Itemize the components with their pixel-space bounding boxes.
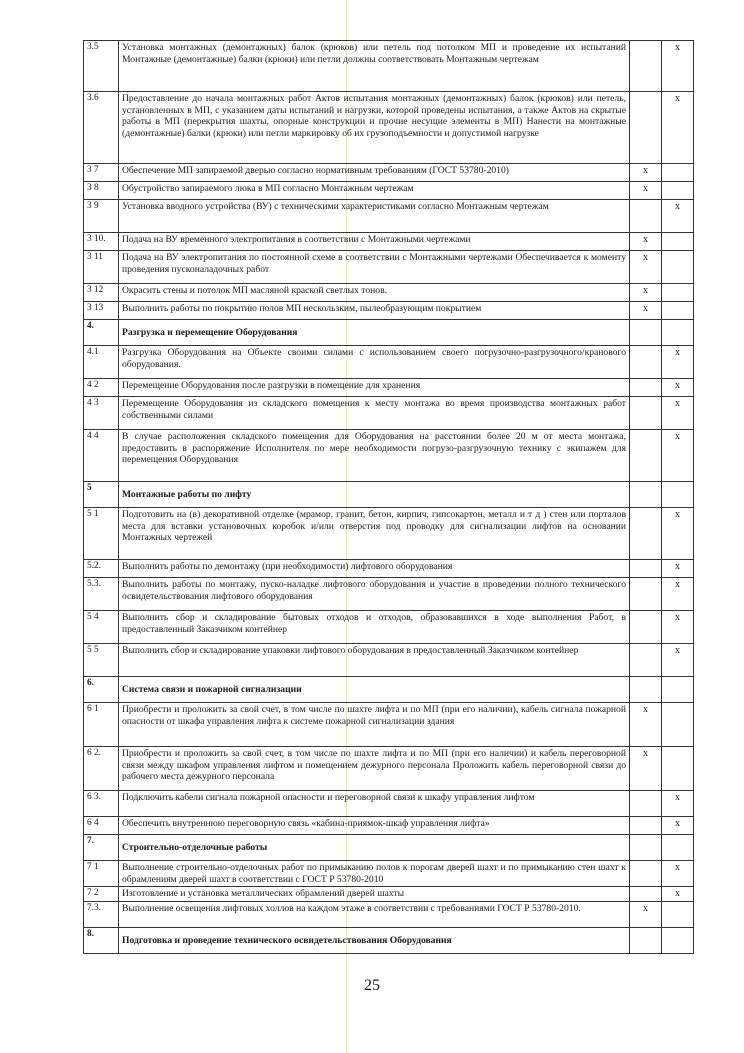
row-number: 7 2 (84, 887, 119, 902)
section-row (84, 677, 694, 703)
table-row (84, 92, 694, 164)
mark-column-1 (630, 928, 662, 954)
row-description: Выполнить сбор и складирование бытовых отходов и отходов, образовавшихся в ходе выполнения Работ, в предоставленный Заказчиком контейнер (119, 611, 630, 644)
mark-column-2 (662, 302, 694, 320)
section-row (84, 482, 694, 508)
row-number: 6 1 (84, 703, 119, 747)
row-number: 3 13 (84, 302, 119, 320)
row-description: Выполнить работы по монтажу, пуско-наладке лифтового оборудования и участие в проведении полного технического освидетельствования лифтового оборудования (119, 578, 630, 611)
mark-column-2: x (662, 791, 694, 817)
row-number: 4 4 (84, 430, 119, 482)
mark-column-2 (662, 677, 694, 703)
table-row (84, 251, 694, 284)
row-number: 5 1 (84, 508, 119, 560)
row-description: Подготовить на (в) декоративной отделке (мрамор, гранит, бетон, кирпич, гипсокартон, металл и т д ) стен или порталов места для вставки установочных коробок и/или отверстия под проводку для сигнализации лифтов на основании Монтажных чертежей (119, 508, 630, 560)
mark-column-1 (630, 644, 662, 677)
mark-column-2: x (662, 379, 694, 397)
table-row (84, 703, 694, 747)
mark-column-1: x (630, 164, 662, 182)
mark-column-2 (662, 482, 694, 508)
mark-column-2 (662, 164, 694, 182)
row-description: Разгрузка Оборудования на Объекте своими силами с использованием своего погрузочно-разгрузочного/кранового оборудования. (119, 346, 630, 379)
row-description: Обеспечение МП запираемой дверью согласно нормативным требованиям (ГОСТ 53780-2010) (119, 164, 630, 182)
row-number: 3 9 (84, 200, 119, 233)
row-number: 7. (84, 835, 119, 861)
mark-column-1: x (630, 233, 662, 251)
row-number: 6 3. (84, 791, 119, 817)
mark-column-1 (630, 611, 662, 644)
mark-column-1 (630, 482, 662, 508)
mark-column-2 (662, 251, 694, 284)
row-number: 8. (84, 928, 119, 954)
row-description: Перемещение Оборудования из складского помещения к месту монтажа во время производства монтажных работ собственными силами (119, 397, 630, 430)
row-number: 6 4 (84, 817, 119, 835)
row-number: 5 5 (84, 644, 119, 677)
row-description: Подача на ВУ временного электропитания в соответствии с Монтажными чертежами (119, 233, 630, 251)
table-row (84, 887, 694, 902)
mark-column-2: x (662, 200, 694, 233)
row-description: Выполнение освещения лифтовых холлов на каждом этаже в соответствии с требованиями ГОСТ Р 53780-2010. (119, 902, 630, 928)
section-row (84, 835, 694, 861)
table-row (84, 644, 694, 677)
mark-column-1 (630, 430, 662, 482)
mark-column-1 (630, 320, 662, 346)
table-row (84, 747, 694, 791)
row-number: 4 2 (84, 379, 119, 397)
table-row (84, 41, 694, 92)
mark-column-1 (630, 791, 662, 817)
mark-column-1 (630, 835, 662, 861)
mark-column-2: x (662, 430, 694, 482)
row-number: 5 (84, 482, 119, 508)
section-title: Строительно-отделочные работы (119, 835, 630, 861)
mark-column-2 (662, 902, 694, 928)
mark-column-1 (630, 397, 662, 430)
mark-column-2 (662, 703, 694, 747)
mark-column-1 (630, 508, 662, 560)
row-description: Окрасить стены и потолок МП масляной краской светлых тонов. (119, 284, 630, 302)
mark-column-2: x (662, 611, 694, 644)
mark-column-2 (662, 284, 694, 302)
mark-column-1 (630, 41, 662, 92)
section-title: Монтажные работы по лифту (119, 482, 630, 508)
requirements-table (83, 40, 694, 954)
table-row (84, 182, 694, 200)
row-number: 5 4 (84, 611, 119, 644)
row-number: 6 2. (84, 747, 119, 791)
table-row (84, 164, 694, 182)
table-row (84, 379, 694, 397)
row-description: Приобрести и проложить за свой счет, в том числе по шахте лифта и по МП (при его наличии) и кабель переговорной связи между шкафом управления лифтом и помещением дежурного персонала Проложить кабель переговорной связи до рабочего места дежурного персонала (119, 747, 630, 791)
mark-column-1 (630, 578, 662, 611)
table-row (84, 560, 694, 578)
mark-column-1: x (630, 182, 662, 200)
table-row (84, 611, 694, 644)
mark-column-1 (630, 861, 662, 887)
section-title: Подготовка и проведение технического освидетельствования Оборудования (119, 928, 630, 954)
mark-column-2: x (662, 508, 694, 560)
row-description: Выполнить сбор и складирование упаковки лифтового оборудования в предоставленный Заказчиком контейнер (119, 644, 630, 677)
row-description: Изготовление и установка металлических обрамлений дверей шахты (119, 887, 630, 902)
table-row (84, 284, 694, 302)
mark-column-2: x (662, 560, 694, 578)
mark-column-2: x (662, 41, 694, 92)
row-number: 3.5 (84, 41, 119, 92)
table-row (84, 346, 694, 379)
mark-column-1: x (630, 902, 662, 928)
table-row (84, 508, 694, 560)
table-row (84, 817, 694, 835)
row-description: Подача на ВУ электропитания по постоянной схеме в соответствии с Монтажными чертежами Обеспечивается к моменту проведения пусконаладочных работ (119, 251, 630, 284)
row-number: 4.1 (84, 346, 119, 379)
mark-column-2: x (662, 397, 694, 430)
mark-column-1 (630, 200, 662, 233)
section-title: Разгрузка и перемещение Оборудования (119, 320, 630, 346)
mark-column-1: x (630, 703, 662, 747)
row-description: Выполнение строительно-отделочных работ по примыканию полов к порогам дверей шахт и по примыканию стен шахт к обрамлениям дверей шахт в соответствии с ГОСТ Р 53780-2010 (119, 861, 630, 887)
row-description: Приобрести и проложить за свой счет, в том числе по шахте лифта и по МП (при его наличии), кабель сигнала пожарной опасности от шкафа управления лифта к системе пожарной сигнализации здания (119, 703, 630, 747)
requirements-table-body (84, 41, 694, 954)
mark-column-2: x (662, 644, 694, 677)
mark-column-2: x (662, 578, 694, 611)
mark-column-1 (630, 677, 662, 703)
mark-column-1: x (630, 251, 662, 284)
mark-column-2 (662, 928, 694, 954)
mark-column-2: x (662, 346, 694, 379)
mark-column-1: x (630, 284, 662, 302)
page-number: 25 (364, 977, 380, 994)
row-description: Выполнить работы по покрытию полов МП нескользким, пылеобразующим покрытием (119, 302, 630, 320)
row-number: 3.6 (84, 92, 119, 164)
table-row (84, 902, 694, 928)
section-title: Система связи и пожарной сигнализации (119, 677, 630, 703)
table-row (84, 233, 694, 251)
row-number: 3 12 (84, 284, 119, 302)
mark-column-2 (662, 233, 694, 251)
mark-column-2: x (662, 887, 694, 902)
row-number: 4 3 (84, 397, 119, 430)
row-description: Установка вводного устройства (ВУ) с техническими характеристиками согласно Монтажным чертежам (119, 200, 630, 233)
mark-column-1 (630, 817, 662, 835)
row-description: Предоставление до начала монтажных работ Актов испытания монтажных (демонтажных) балок (крюков) или петель, установленных в МП, с указанием даты испытаний и нагрузки, которой проведены испытания, а также Актов на скрытые работы в МП (перекрытия шахты, опорные конструкции и прочие несущие элементы в МП) Нанести на монтажные (демонтажные) балки (крюки) или петли маркировку об их грузоподъемности и допустимой нагрузке (119, 92, 630, 164)
mark-column-1 (630, 346, 662, 379)
mark-column-2 (662, 182, 694, 200)
mark-column-2 (662, 747, 694, 791)
mark-column-2 (662, 320, 694, 346)
table-row (84, 397, 694, 430)
table-row (84, 791, 694, 817)
mark-column-1 (630, 560, 662, 578)
row-number: 3 8 (84, 182, 119, 200)
row-description: Выполнить работы по демонтажу (при необходимости) лифтового оборудования (119, 560, 630, 578)
row-number: 3 7 (84, 164, 119, 182)
row-number: 5.3. (84, 578, 119, 611)
row-description: Подключить кабели сигнала пожарной опасности и переговорной связи к шкафу управления лифтом (119, 791, 630, 817)
row-number: 6. (84, 677, 119, 703)
mark-column-1: x (630, 747, 662, 791)
row-number: 4. (84, 320, 119, 346)
table-row (84, 430, 694, 482)
row-number: 5.2. (84, 560, 119, 578)
mark-column-2: x (662, 92, 694, 164)
mark-column-2: x (662, 817, 694, 835)
section-row (84, 928, 694, 954)
row-description: Установка монтажных (демонтажных) балок (крюков) или петель под потолком МП и проведение их испытаний Монтажные (демонтажные) балки (крюки) или петли должны соответствовать Монтажным чертежам (119, 41, 630, 92)
row-description: Обеспечить внутреннюю переговорную связь «кабина-приямок-шкаф управления лифта» (119, 817, 630, 835)
table-row (84, 200, 694, 233)
mark-column-1 (630, 379, 662, 397)
mark-column-2: x (662, 861, 694, 887)
mark-column-2 (662, 835, 694, 861)
row-number: 7.3. (84, 902, 119, 928)
table-row (84, 578, 694, 611)
row-description: В случае расположения складского помещения для Оборудования на расстоянии более 20 м от места монтажа, предоставить в распоряжение Исполнителя по мере необходимости погрузо-разгрузочную технику с экипажем для перемещения Оборудования (119, 430, 630, 482)
mark-column-1 (630, 92, 662, 164)
row-description: Обустройство запираемого люка в МП согласно Монтажным чертежам (119, 182, 630, 200)
row-number: 3 10. (84, 233, 119, 251)
table-row (84, 861, 694, 887)
mark-column-1: x (630, 302, 662, 320)
section-row (84, 320, 694, 346)
row-description: Перемещение Оборудования после разгрузки в помещение для хранения (119, 379, 630, 397)
row-number: 3 11 (84, 251, 119, 284)
mark-column-1 (630, 887, 662, 902)
row-number: 7 1 (84, 861, 119, 887)
table-row (84, 302, 694, 320)
